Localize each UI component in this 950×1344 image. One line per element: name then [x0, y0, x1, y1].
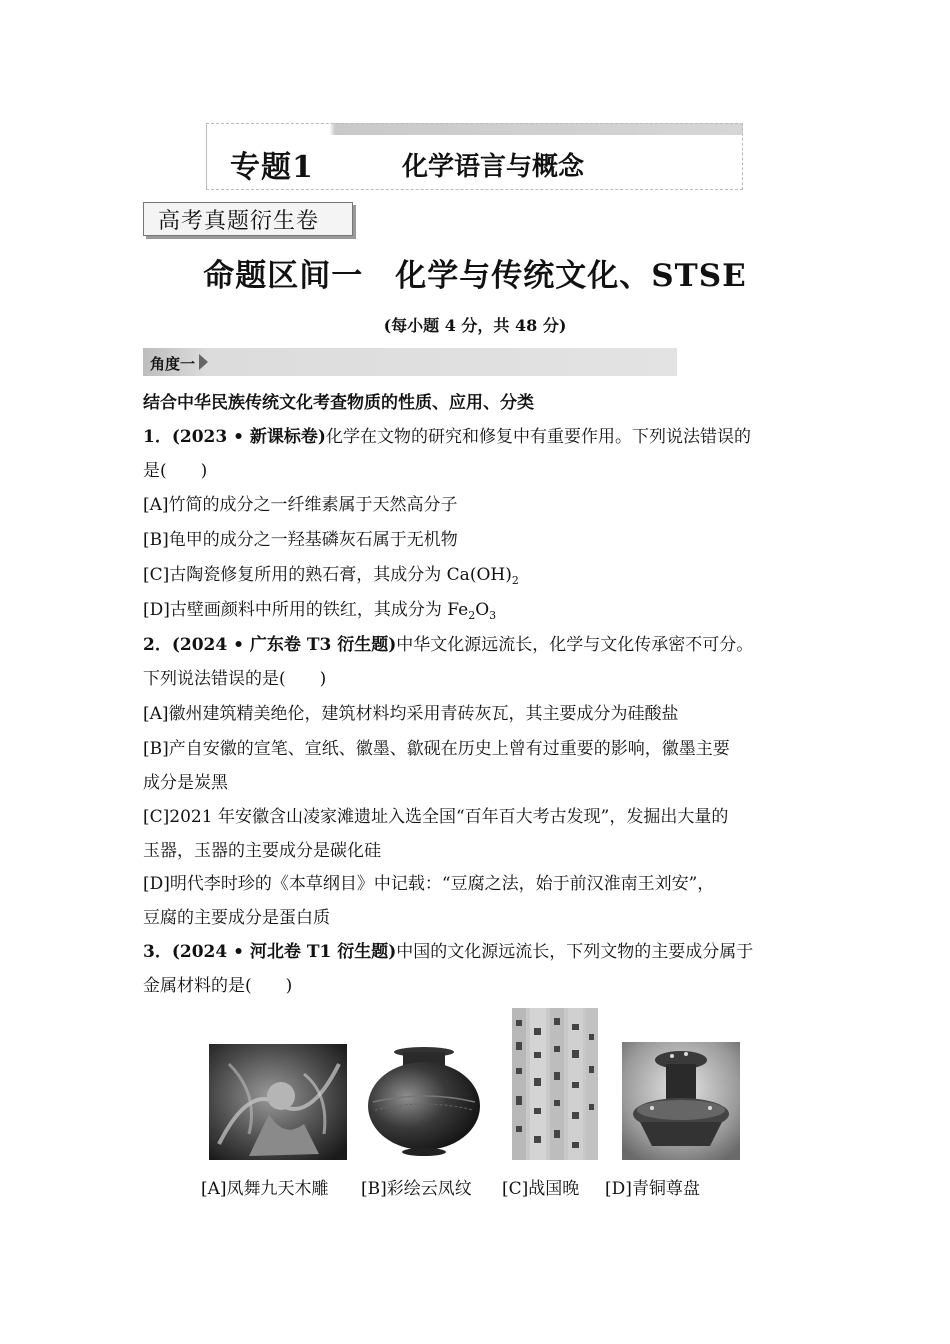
- q1-option-a: [A]竹简的成分之一纤维素属于天然高分子: [143, 495, 458, 515]
- topic-title: 化学语言与概念: [402, 152, 585, 182]
- q2-option-c-line2: 玉器，玉器的主要成分是碳化硅: [143, 841, 381, 861]
- angle-bar: [143, 348, 677, 376]
- q1-option-d-sub2: 3: [489, 609, 497, 622]
- q3-caption-a: [A]凤舞九天木雕: [201, 1179, 329, 1199]
- q1-option-b: [B]龟甲的成分之一羟基磷灰石属于无机物: [143, 530, 458, 550]
- q1-option-d: [143, 600, 496, 626]
- topic-number: 专题1: [230, 150, 314, 185]
- q3-caption-d: [D]青铜尊盘: [605, 1179, 700, 1199]
- q2-option-b-line2: 成分是炭黑: [143, 773, 228, 793]
- q2-option-b-line1: [B]产自安徽的宣笔、宣纸、徽墨、歙砚在历史上曾有过重要的影响，徽墨主要: [143, 739, 730, 759]
- angle-label: 角度一: [150, 355, 196, 373]
- q1-option-d-sub1: 2: [468, 609, 476, 622]
- q3-caption-c: [C]战国晚: [502, 1179, 580, 1199]
- q1-option-c-sub: 2: [511, 574, 519, 587]
- q3-number: 3．: [143, 942, 172, 962]
- q2-stem-a: 中华文化源远流长，化学与文化传承密不可分。: [396, 635, 754, 655]
- q1-source: (2023 • 新课标卷): [171, 427, 326, 447]
- q1-stem-a: 化学在文物的研究和修复中有重要作用。下列说法错误的: [325, 427, 751, 447]
- q3-stem-a: 中国的文化源远流长，下列文物的主要成分属于: [396, 942, 754, 962]
- q3-stem-line2: 金属材料的是( ): [143, 976, 293, 996]
- painted-jar-image: [365, 1046, 483, 1160]
- q1-stem-line2: 是( ): [143, 461, 208, 481]
- wood-carving-image: [209, 1044, 347, 1160]
- q2-stem-line1: [143, 635, 753, 655]
- angle-arrow-icon: [199, 354, 208, 370]
- bronze-vessel-image: [622, 1042, 740, 1160]
- q3-source: (2024 • 河北卷 T1 衍生题): [171, 942, 397, 962]
- bamboo-slips-image: [512, 1008, 598, 1160]
- q3-caption-b: [B]彩绘云凤纹: [361, 1179, 472, 1199]
- section-title-latin: STSE: [651, 258, 747, 294]
- q2-option-c-line1: [C]2021 年安徽含山凌家滩遗址入选全国“百年百大考古发现”，发掘出大量的: [143, 807, 729, 827]
- q1-stem-line1: [143, 427, 751, 447]
- q1-option-c-text: [C]古陶瓷修复所用的熟石膏，其成分为 Ca(OH): [143, 565, 512, 585]
- q2-option-d-line2: 豆腐的主要成分是蛋白质: [143, 908, 330, 928]
- section-title: [0, 250, 950, 295]
- q3-stem-line1: [143, 942, 753, 962]
- paper-label: 高考真题衍生卷: [158, 209, 320, 234]
- q1-option-c: [143, 565, 519, 591]
- q1-number: 1．: [143, 427, 172, 447]
- q2-option-a: [A]徽州建筑精美绝伦，建筑材料均采用青砖灰瓦，其主要成分为硅酸盐: [143, 704, 679, 724]
- score-note: (每小题 4 分，共 48 分): [383, 316, 567, 335]
- q2-option-d-line1: [D]明代李时珍的《本草纲目》中记载：“豆腐之法，始于前汉淮南王刘安”，: [143, 874, 715, 894]
- q2-source: (2024 • 广东卷 T3 衍生题): [171, 635, 397, 655]
- q1-option-d-mid: O: [475, 600, 490, 620]
- q2-number: 2．: [143, 635, 172, 655]
- section-title-cn: 命题区间一 化学与传统文化、: [203, 258, 652, 294]
- topic-heading: 结合中华民族传统文化考查物质的性质、应用、分类: [143, 393, 534, 413]
- q2-stem-line2: 下列说法错误的是( ): [143, 669, 327, 689]
- q1-option-d-text: [D]古壁画颜料中所用的铁红，其成分为 Fe: [143, 600, 469, 620]
